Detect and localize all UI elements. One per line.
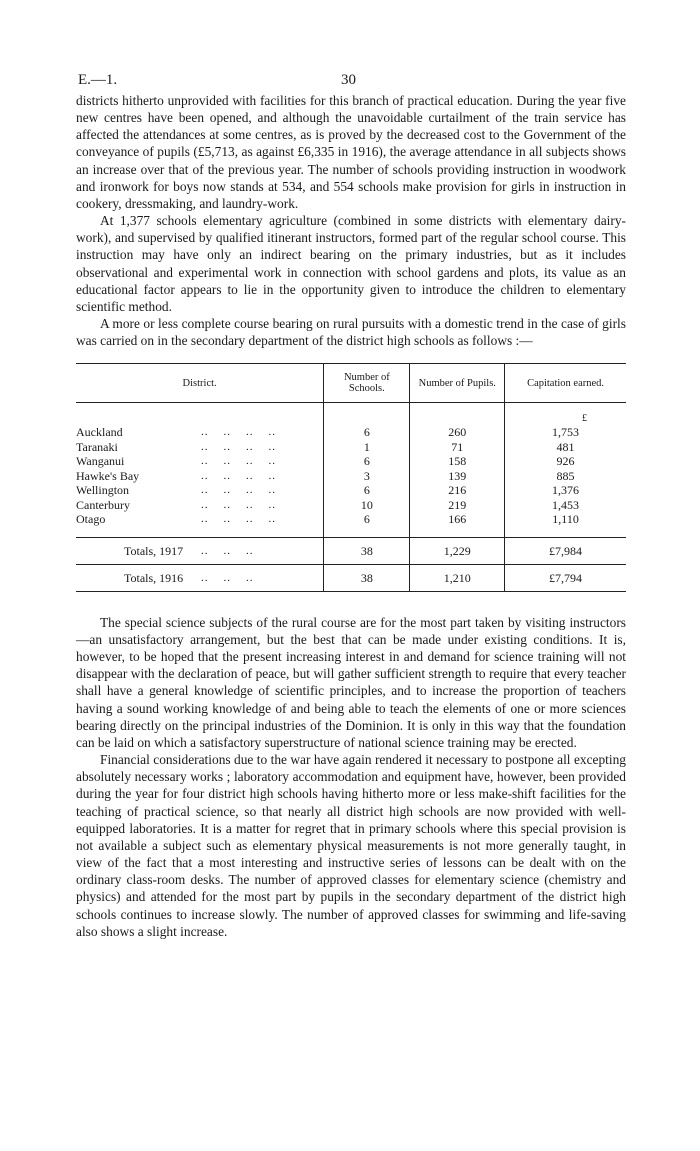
capitation-amount: 1,376 bbox=[505, 483, 626, 498]
totals-row-1916 bbox=[76, 564, 626, 591]
table-row bbox=[76, 498, 626, 513]
total-pupils: 1,210 bbox=[410, 564, 505, 591]
table-row bbox=[76, 425, 626, 440]
total-schools: 38 bbox=[324, 564, 410, 591]
total-capitation: £7,984 bbox=[505, 537, 626, 564]
leader-dots: .. .. .. bbox=[201, 571, 254, 584]
pupils-count: 139 bbox=[410, 469, 505, 484]
column-header-capitation: Capitation earned. bbox=[505, 364, 626, 403]
district-name: Otago bbox=[76, 512, 106, 527]
schools-count: 6 bbox=[324, 512, 410, 527]
leader-dots: .. .. .. .. bbox=[201, 426, 276, 439]
district-name: Taranaki bbox=[76, 439, 118, 454]
table-row bbox=[76, 440, 626, 455]
capitation-amount: 1,453 bbox=[505, 498, 626, 513]
capitation-amount: 1,753 bbox=[505, 425, 626, 440]
pupils-count: 71 bbox=[410, 440, 505, 455]
page-header bbox=[76, 68, 626, 90]
totals-row-1917 bbox=[76, 537, 626, 564]
column-header-schools: Number of Schools. bbox=[324, 364, 410, 403]
district-high-schools-table bbox=[76, 363, 626, 592]
document-reference: E.—1. bbox=[78, 72, 118, 88]
district-name: Hawke's Bay bbox=[76, 468, 140, 483]
total-schools: 38 bbox=[324, 537, 410, 564]
table-row bbox=[76, 512, 626, 527]
pupils-count: 260 bbox=[410, 425, 505, 440]
schools-count: 10 bbox=[324, 498, 410, 513]
table-row bbox=[76, 483, 626, 498]
schools-count: 6 bbox=[324, 425, 410, 440]
paragraph-financial-considerations: Financial considerations due to the war have again rendered it necessary to postpone all excepting absolutely necessary works ; laboratory accommodation and equipment have, however, been provided during the year for four district high schools having hitherto more or less make-shift facilities for the teaching of practical science, so that nearly all district high schools are now provided with well-equipped laboratories. It is a matter for regret that in primary schools where this special provision is not available a subject such as elementary physical measurements is not more generally taught, in view of the fact that a most interesting and instructive series of lessons can be dealt with on the ordinary class-room desks. The number of approved classes for elementary science (chemistry and physics) and attended for the most part by pupils in the secondary department of the district high schools continues to increase slowly. The number of approved classes for swimming and life-saving also shows a slight increase. bbox=[76, 752, 626, 939]
paragraph-elementary-agriculture: At 1,377 schools elementary agriculture (combined in some districts with elementary dairy-work), and supervised by qualified itinerant instructors, formed part of the regular school course. This instruction may have only an indirect bearing on the primary industries, but as it includes observational and experimental work in connection with school gardens and plots, its value as an educational factor appears to lie in the opportunity given to introduce the children to elementary scientific method. bbox=[76, 213, 626, 314]
leader-dots: .. .. .. .. bbox=[201, 469, 276, 482]
schools-count: 3 bbox=[324, 469, 410, 484]
table-header-row bbox=[76, 364, 626, 403]
district-name: Wellington bbox=[76, 483, 130, 498]
pupils-count: 166 bbox=[410, 512, 505, 527]
paragraph-rural-course-intro: A more or less complete course bearing on rural pursuits with a domestic trend in the case of girls was carried on in the secondary department of the district high schools as follows :— bbox=[76, 316, 626, 349]
page-number: 30 bbox=[341, 72, 356, 88]
currency-unit: £ bbox=[505, 413, 626, 425]
leader-dots: .. .. .. bbox=[201, 544, 254, 557]
leader-dots: .. .. .. .. bbox=[201, 484, 276, 497]
pupils-count: 219 bbox=[410, 498, 505, 513]
total-capitation: £7,794 bbox=[505, 564, 626, 591]
paragraph-practical-education: districts hitherto unprovided with facilities for this branch of practical education. During the year five new centres have been opened, and although the unavoidable curtailment of the train service has affected the attendances at some centres, as is proved by the decreased cost to the Government of the conveyance of pupils (£5,713, as against £6,335 in 1916), the average attendance in all subjects shows an increase over that of the previous year. The number of schools providing instruction in woodwork and ironwork for boys now stands at 534, and 554 schools make provision for girls in instruction in cookery, dressmaking, and laundry-work. bbox=[76, 93, 626, 211]
leader-dots: .. .. .. .. bbox=[201, 455, 276, 468]
schools-count: 6 bbox=[324, 454, 410, 469]
column-header-district: District. bbox=[76, 364, 324, 403]
district-name: Auckland bbox=[76, 425, 123, 440]
leader-dots: .. .. .. .. bbox=[201, 498, 276, 511]
district-name: Canterbury bbox=[76, 497, 130, 512]
schools-count: 6 bbox=[324, 483, 410, 498]
capitation-amount: 1,110 bbox=[505, 512, 626, 527]
document-page bbox=[76, 68, 626, 940]
table-row bbox=[76, 469, 626, 484]
table-row bbox=[76, 454, 626, 469]
pupils-count: 158 bbox=[410, 454, 505, 469]
leader-dots: .. .. .. .. bbox=[201, 440, 276, 453]
column-header-pupils: Number of Pupils. bbox=[410, 364, 505, 403]
capitation-amount: 926 bbox=[505, 454, 626, 469]
district-name: Wanganui bbox=[76, 454, 125, 469]
total-pupils: 1,229 bbox=[410, 537, 505, 564]
pupils-count: 216 bbox=[410, 483, 505, 498]
totals-label: Totals, 1916 bbox=[124, 570, 184, 585]
capitation-amount: 885 bbox=[505, 469, 626, 484]
totals-label: Totals, 1917 bbox=[124, 543, 184, 558]
paragraph-special-science: The special science subjects of the rural course are for the most part taken by visiting instructors—an unsatisfactory arrangement, but the best that can be made under existing conditions. It is, however, to be hoped that the present increasing interest in and demand for science training will not disappear with the declaration of peace, but will gather sufficient strength to require that every teacher shall have a general knowledge of scientific principles, and to increase the proportion of teachers having a sound working knowledge of and being able to teach the elements of one or more sciences bearing directly on the principal industries of the Dominion. It is only in this way that the foundation can be laid on which a satisfactory superstructure of national science training may be erected. bbox=[76, 614, 626, 750]
schools-count: 1 bbox=[324, 440, 410, 455]
leader-dots: .. .. .. .. bbox=[201, 513, 276, 526]
capitation-amount: 481 bbox=[505, 440, 626, 455]
